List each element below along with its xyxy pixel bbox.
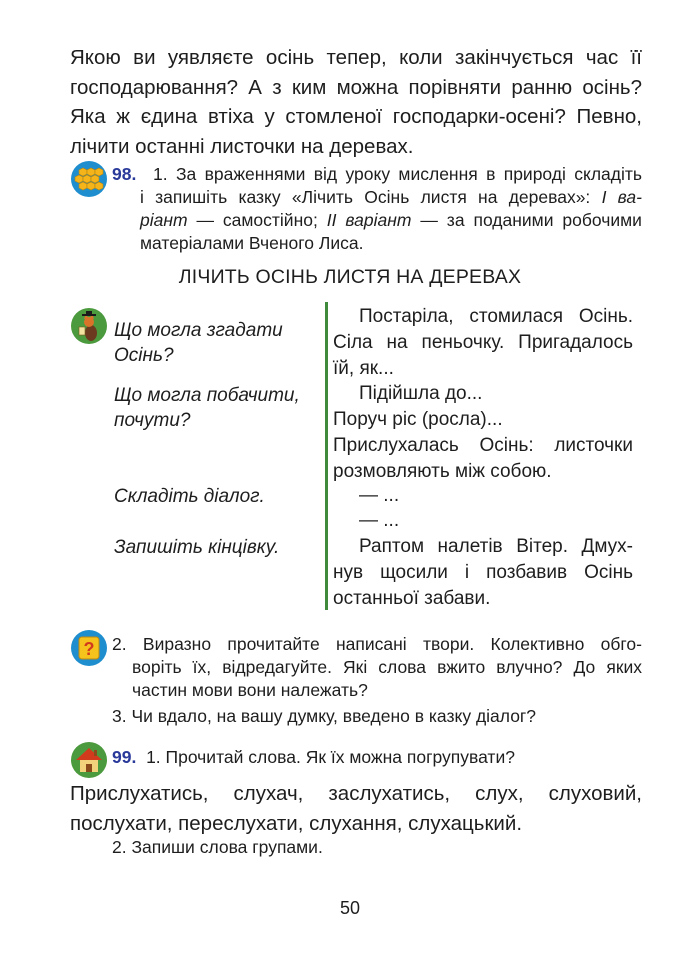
exercise-99-task-2: 2. Запиши слова групами. xyxy=(112,837,323,857)
exercise-98-task-1 xyxy=(112,163,642,255)
intro-line: лічити останні листочки на деревах. xyxy=(70,134,414,158)
page-number: 50 xyxy=(339,898,361,918)
question-icon xyxy=(70,629,108,667)
words-line: Прислухатись, слухач, заслухатись, слух, слуховий, xyxy=(70,782,642,805)
task-line: матеріалами Вченого Лиса. xyxy=(140,233,364,253)
story-prompt: Запишіть кінцівку. xyxy=(114,537,280,558)
story-title: ЛІЧИТЬ ОСІНЬ ЛИСТЯ НА ДЕРЕВАХ xyxy=(178,266,522,288)
honeycomb-icon xyxy=(70,160,108,198)
exercise-number: 99. xyxy=(112,747,137,767)
task-line: 99. 1. Прочитай слова. Як їх можна погрупувати? xyxy=(112,747,515,767)
words-line: послухати, переслухати, слухання, слухацький. xyxy=(70,811,523,835)
exercise-99-words xyxy=(70,779,642,838)
task-3: 3. Чи вдало, на вашу думку, введено в казку діалог? xyxy=(112,706,537,726)
task-line: частин мови вони належать? xyxy=(132,680,368,700)
task-line: 98. 1. За враженнями від уроку мислення в природі складіть xyxy=(112,164,642,184)
intro-paragraph xyxy=(70,43,642,161)
story-prompt: Що могла згадати Осінь? xyxy=(114,320,283,366)
task-line: 2. Виразно прочитайте написані твори. Колективно обго- xyxy=(112,634,642,654)
task-line: воріть їх, відредагуйте. Які слова вжито влучно? До яких xyxy=(132,657,642,677)
svg-text:?: ? xyxy=(83,639,95,659)
task-line: і запишіть казку «Лічить Осінь листя на деревах»: І ва- xyxy=(140,187,642,207)
exercise-number: 98. xyxy=(112,164,137,184)
intro-line: Яка ж єдина втіха у стомленої господарки-осені? Певно, xyxy=(70,105,642,128)
story-divider xyxy=(325,302,328,610)
story-text: Постаріла, стомилася Осінь. Сіла на пеньочку. Пригадалось їй, як... xyxy=(333,306,633,379)
task-line: ріант — самостійно; ІІ варіант — за поданими робочими xyxy=(140,210,642,230)
intro-line: господарювання? А з ким можна порівняти ранню осінь? xyxy=(70,75,642,99)
exercise-99-task-1 xyxy=(112,746,642,769)
house-icon xyxy=(70,741,108,779)
story-prompt: Складіть діалог. xyxy=(114,486,265,507)
story-text: Раптом налетів Вітер. Дмух- нув щосили і позбавив Осінь останньої забави. xyxy=(333,536,633,609)
task-2 xyxy=(112,633,642,702)
story-text: Підійшла до... Поруч ріс (росла)... Прислухалась Осінь: листочки розмовляють між собою. xyxy=(333,383,633,482)
scholar-fox-icon xyxy=(70,307,108,345)
story-text: — ... — ... xyxy=(359,485,400,531)
intro-line: Якою ви уявляєте осінь тепер, коли закінчується час її xyxy=(70,46,642,69)
story-prompt: Що могла побачити, почути? xyxy=(114,385,300,431)
